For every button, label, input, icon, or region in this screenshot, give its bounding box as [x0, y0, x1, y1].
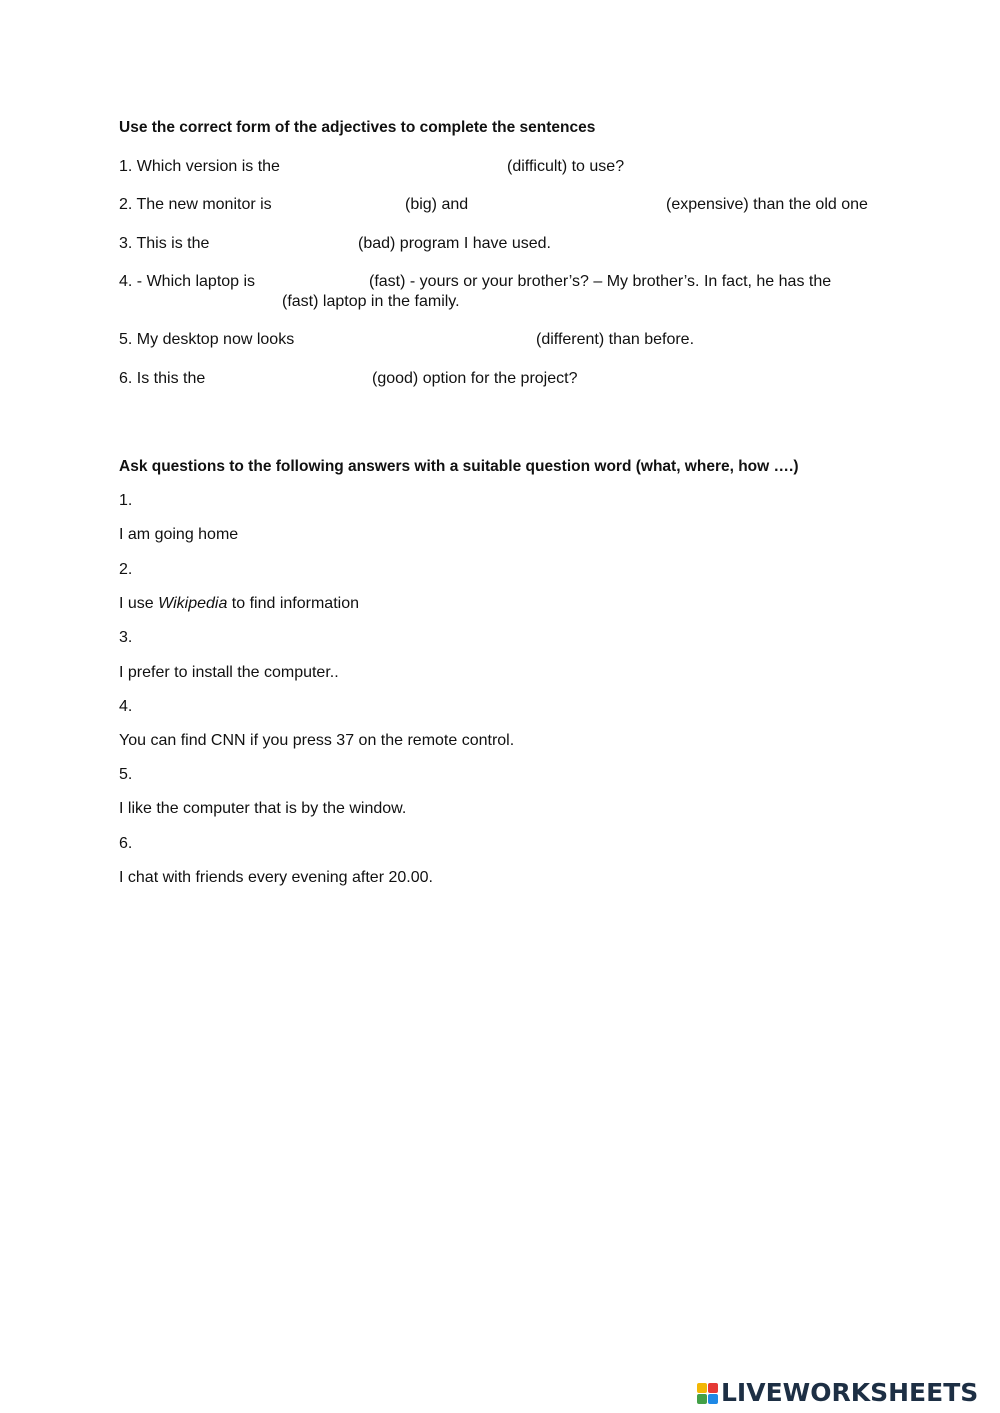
section2-heading: Ask questions to the following answers with a suitable question word (what, where, how ….): [119, 458, 799, 475]
q1-text-a: 1. Which version is the: [119, 158, 280, 175]
q5-text-b: (different) than before.: [536, 331, 695, 348]
s2-item4-number: 4.: [119, 698, 133, 715]
q4-answer-input-2[interactable]: [119, 291, 277, 315]
s2-item2-answer: I use Wikipedia to find information: [119, 595, 359, 612]
s2-item6-answer: I chat with friends every evening after 20.00.: [119, 869, 433, 886]
s2-item3-answer: I prefer to install the computer..: [119, 664, 339, 681]
q4-text-a: 4. - Which laptop is: [119, 273, 256, 290]
q2-text-b: (big) and: [405, 196, 469, 213]
q2-answer-input-1[interactable]: [284, 194, 400, 218]
q3-answer-input[interactable]: [219, 233, 353, 257]
s2-item3-question-input[interactable]: [140, 627, 844, 651]
s2-item3-number: 3.: [119, 629, 133, 646]
q5-text-a: 5. My desktop now looks: [119, 331, 295, 348]
q3-text-b: (bad) program I have used.: [358, 235, 551, 252]
s2-item2-question-input[interactable]: [140, 559, 844, 583]
s2-item4-question-input[interactable]: [140, 696, 844, 720]
q3-text-a: 3. This is the: [119, 235, 210, 252]
logo-square-icon: [708, 1394, 718, 1404]
s2-item6-number: 6.: [119, 835, 133, 852]
q5-answer-input[interactable]: [308, 329, 530, 353]
q4-text-b: (fast) - yours or your brother’s? – My brother’s. In fact, he has the: [369, 273, 832, 290]
q6-text-a: 6. Is this the: [119, 370, 206, 387]
s2-item4-answer: You can find CNN if you press 37 on the remote control.: [119, 732, 515, 749]
logo-square-icon: [697, 1394, 707, 1404]
q6-answer-input[interactable]: [214, 368, 366, 392]
q2-text-c: (expensive) than the old one: [666, 196, 868, 213]
s2-item5-number: 5.: [119, 766, 133, 783]
q4-text-c: (fast) laptop in the family.: [282, 293, 460, 310]
liveworksheets-logo: [697, 1378, 978, 1408]
s2-item6-question-input[interactable]: [140, 833, 844, 857]
section1-heading: Use the correct form of the adjectives to complete the sentences: [119, 119, 596, 136]
q2-answer-input-2[interactable]: [476, 194, 660, 218]
logo-text: LIVEWORKSHEETS: [721, 1378, 979, 1407]
logo-square-icon: [708, 1383, 718, 1393]
q6-text-b: (good) option for the project?: [372, 370, 578, 387]
s2-item2-number: 2.: [119, 561, 133, 578]
q1-text-b: (difficult) to use?: [507, 158, 625, 175]
q2-text-a: 2. The new monitor is: [119, 196, 272, 213]
s2-item5-question-input[interactable]: [140, 764, 844, 788]
liveworksheets-logo-icon: [697, 1383, 718, 1404]
s2-item1-question-input[interactable]: [140, 490, 844, 514]
q1-answer-input[interactable]: [292, 156, 501, 180]
s2-item1-answer: I am going home: [119, 526, 239, 543]
s2-item1-number: 1.: [119, 492, 133, 509]
logo-square-icon: [697, 1383, 707, 1393]
s2-item5-answer: I like the computer that is by the window.: [119, 800, 407, 817]
